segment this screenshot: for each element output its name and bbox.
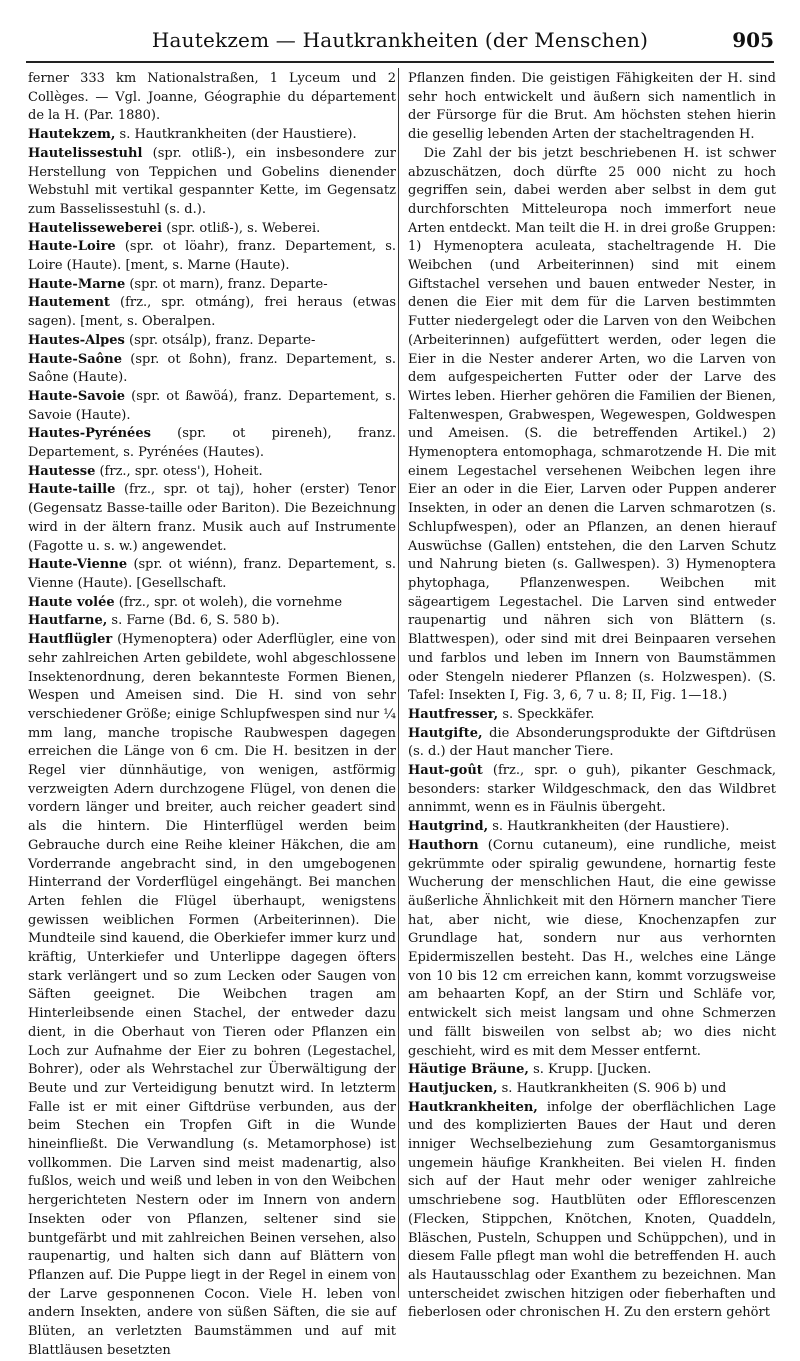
entry-headword: Hautelissestuhl	[28, 145, 143, 161]
entry-headword: Haute-Vienne	[28, 557, 128, 573]
entry-text: (spr. ot ßohn), franz. Departement, s. Saône (Haute).	[28, 351, 396, 386]
dictionary-entry	[408, 145, 776, 706]
dictionary-entry	[28, 631, 396, 1360]
entry-headword: Hauthorn	[408, 837, 479, 853]
entry-text: s. Farne (Bd. 6, S. 580 b).	[107, 613, 280, 629]
entry-headword: Hautfarne,	[28, 613, 108, 629]
entry-text: (frz., spr. ot woleh), die vornehme	[114, 594, 343, 610]
dictionary-entry	[408, 1099, 776, 1323]
right-column	[408, 70, 776, 1323]
entry-text: s. Hautkrankheiten (S. 906 b) und	[497, 1080, 727, 1096]
entry-headword: Haute-Saône	[28, 351, 123, 367]
dictionary-entry	[408, 818, 776, 837]
entry-text: (frz., spr. otess'), Hoheit.	[95, 463, 263, 479]
entry-text: (Cornu cutaneum), eine rundliche, meist gekrümmte oder spiralig gewundene, hornartig feste Wucherung der menschlichen Haut, die eine gewisse äußerliche Ähnlichkeit mit den Hörnern mancher Tiere hat, aber nicht, wie diese, Knochenzapfen zur Grundlage hat, sondern nur aus verhornten Epidermiszellen besteht. Das H., welches eine Länge von 10 bis 12 cm erreichen kann, kommt vorzugsweise am behaarten Kopf, an der Stirn und Schläfe vor, entwickelt sich meist langsam und ohne Schmerzen und fällt bisweilen von selbst ab; wo dies nicht geschieht, wird es mit dem Messer entfernt.	[408, 837, 776, 1059]
dictionary-entry	[28, 594, 396, 613]
entry-text: (frz., spr. otmáng), frei heraus (etwas sagen). [ment, s. Oberalpen.	[28, 295, 396, 330]
entry-text: s. Krupp. [Jucken.	[528, 1062, 652, 1078]
page-header	[26, 28, 774, 58]
entry-headword: Hautgifte,	[408, 725, 483, 741]
entry-headword: Haute-taille	[28, 482, 116, 498]
header-rule	[26, 61, 774, 63]
entry-text: s. Speckkäfer.	[498, 706, 595, 722]
dictionary-entry	[28, 145, 396, 220]
entry-text: (spr. ot marn), franz. Departe-	[125, 276, 328, 292]
dictionary-entry	[408, 1061, 776, 1080]
entry-headword: Hautelisseweberei	[28, 220, 163, 236]
dictionary-entry	[28, 220, 396, 239]
dictionary-entry	[408, 706, 776, 725]
entry-headword: Haute-Savoie	[28, 388, 126, 404]
entry-headword: Hautkrankheiten,	[408, 1099, 538, 1115]
dictionary-entry	[28, 556, 396, 593]
dictionary-entry	[28, 481, 396, 556]
left-column	[28, 70, 396, 1361]
entry-text: (spr. ot wiénn), franz. Departement, s. Vienne (Haute). [Gesellschaft.	[28, 557, 396, 591]
entry-text: (Hymenoptera) oder Aderflügler, eine von sehr zahlreichen Arten gebildete, wohl abgeschlossene Insektenordnung, deren bekannteste Formen Bienen, Wespen und Ameisen sind. Die H. sind von sehr verschiedener Größe; einige Schlupfwespen sind nur ¼ mm lang, manche tropische Raubwespen dagegen erreichen die Länge von 6 cm. Die H. besitzen in der Regel vier dünnhäutige, von wenigen, astförmig verzweigten Adern durchzogene Flügel, von denen die vordern länger und breiter, auch reicher geadert sind als die hintern. Die Hinterflügel werden beim Gebrauche durch eine Reihe kleiner Häkchen, die am Vorderrande angebracht sind, in den umgebogenen Hinterrand der Vorderflügel eingehängt. Bei manchen Arten fehlen die Flügel überhaupt, wenigstens gewissen weiblichen Formen (Arbeiterinnen). Die Mundteile sind kauend, die Oberkiefer immer kurz und kräftig, Unterkiefer und Unterlippe dagegen öfters stark verlängert und so zum Lecken oder Saugen von Säften geeignet. Die Weibchen tragen am Hinterleibsende einen Stachel, der entweder dazu dient, in die Oberhaut von Tieren oder Pflanzen ein Loch zur Aufnahme der Eier zu bohren (Legestachel, Bohrer), oder als Wehrstachel zur Überwältigung der Beute und zur Verteidigung benutzt wird. In letzterm Falle ist er mit einer Giftdrüse verbunden, aus der beim Stechen ein Tropfen Gift in die Wunde hineinfließt. Die Verwandlung (s. Metamorphose) ist vollkommen. Die Larven sind meist madenartig, also fußlos, weich und weiß und leben in von den Weibchen hergerichteten Nestern oder im Innern von andern Insekten oder von Pflanzen, seltener sind sie buntgefärbt und mit zahlreichen Beinen versehen, also raupenartig, und halten sich dann auf Blättern von Pflanzen auf. Die Puppe liegt in der Regel in einem von der Larve gesponnenen Cocon. Viele H. leben von andern Insekten, andere von süßen Säften, die sie auf Blüten, an verletzten Baumstämmen und auf mit Blattläusen besetzten	[28, 632, 396, 1358]
entry-headword: Hautement	[28, 295, 110, 311]
entry-text: Pflanzen finden. Die geistigen Fähigkeiten der H. sind sehr hoch entwickelt und äußern sich namentlich in der Fürsorge für die Brut. Am höchsten stehen hierin die gesellig lebenden Arten der stacheltragenden H.	[408, 71, 776, 143]
entry-headword: Hautes-Pyrénées	[28, 426, 151, 442]
entry-text: ferner 333 km Nationalstraßen, 1 Lyceum und 2 Collèges. — Vgl. Joanne, Géographie du département de la H. (Par. 1880).	[28, 71, 396, 124]
entry-text: (spr. otsálp), franz. Departe-	[124, 332, 316, 348]
dictionary-entry	[28, 351, 396, 388]
dictionary-entry	[408, 70, 776, 145]
entry-headword: Hautjucken,	[408, 1080, 498, 1096]
dictionary-entry	[408, 725, 776, 762]
column-divider	[398, 68, 399, 1298]
running-head: Hautekzem — Hautkrankheiten (der Menschen)	[151, 28, 649, 52]
entry-headword: Hautesse	[28, 463, 96, 479]
entry-text: (frz., spr. ot taj), hoher (erster) Tenor (Gegensatz Basse-taille oder Bariton). Die Bezeichnung wird in der ältern franz. Musik auch auf Instrumente (Fagotte u. s. w.) angewendet.	[28, 482, 396, 554]
dictionary-entry	[28, 463, 396, 482]
entry-headword: Hautekzem,	[28, 127, 116, 143]
entry-text: s. Hautkrankheiten (der Haustiere).	[115, 127, 357, 143]
dictionary-entry	[28, 388, 396, 425]
dictionary-entry	[28, 70, 396, 126]
entry-text: (spr. ot ßawöá), franz. Departement, s. Savoie (Haute).	[28, 388, 396, 423]
dictionary-entry	[28, 294, 396, 331]
entry-headword: Haute-Marne	[28, 276, 126, 292]
entry-text: s. Hautkrankheiten (der Haustiere).	[488, 819, 730, 835]
dictionary-entry	[28, 612, 396, 631]
entry-text: (spr. otliß-), s. Weberei.	[162, 220, 321, 236]
dictionary-entry	[28, 332, 396, 351]
entry-text: Die Zahl der bis jetzt beschriebenen H. ist schwer abzuschätzen, doch dürfte 25 000 nicht zu hoch gegriffen sein, dabei werden aber selbst in dem gut durchforschten Mitteleuropa noch immerfort neue Arten entdeckt. Man teilt die H. in drei große Gruppen: 1) Hymenoptera aculeata, stacheltragende H. Die Weibchen (und Arbeiterinnen) sind mit einem Giftstachel versehen und bauen entweder Nester, in denen die Eier mit dem für die Larven bestimmten Futter niedergelegt oder die Larven von den Weibchen (Arbeiterinnen) aufgefüttert werden, oder legen die Eier in die Nester anderer Arten, wo die Larven von dem aufgespeicherten Futter oder der Larve des Wirtes leben. Hierher gehören die Familien der Bienen, Faltenwespen, Grabwespen, Wegewespen, Goldwespen und Ameisen. (S. die betreffenden Artikel.) 2) Hymenoptera entomophaga, schmarotzende H. Die mit einem Legestachel versehenen Weibchen legen ihre Eier an oder in die Eier, Larven oder Puppen anderer Insekten, in oder an denen die Larven schmarotzen (s. Schlupfwespen), oder an Pflanzen, an denen hierauf Auswüchse (Gallen) entstehen, die den Larven Schutz und Nahrung bieten (s. Gallwespen). 3) Hymenoptera phytophaga, Pflanzenwespen. Weibchen mit sägeartigem Legestachel. Die Larven sind entweder raupenartig und nähren sich von Blättern (s. Blattwespen), oder sind mit drei Beinpaaren versehen und farblos und leben im Innern von Baumstämmen oder Stengeln niederer Pflanzen (s. Holzwespen). (S. Tafel: Insekten I, Fig. 3, 6, 7 u. 8; II, Fig. 1—18.)	[408, 145, 776, 704]
dictionary-entry	[28, 276, 396, 295]
entry-text: (spr. ot löahr), franz. Departement, s. Loire (Haute). [ment, s. Marne (Haute).	[28, 239, 396, 274]
entry-text: (spr. otliß-), ein insbesondere zur Herstellung von Teppichen und Gobelins dienender Webstuhl mit vertikal gespannter Kette, im Gegensatz zum Basselissestuhl (s. d.).	[28, 145, 396, 217]
entry-headword: Hautgrind,	[408, 819, 489, 835]
entry-text: die Absonderungsprodukte der Giftdrüsen (s. d.) der Haut mancher Tiere.	[408, 725, 776, 760]
entry-headword: Haute volée	[28, 594, 115, 610]
dictionary-entry	[408, 837, 776, 1061]
entry-text: infolge der oberflächlichen Lage und des komplizierten Baues der Haut und deren inniger Wechselbeziehung zum Gesamtorganismus ungemein häufige Krankheiten. Bei vielen H. finden sich auf der Haut mehr oder weniger zahlreiche umschriebene sog. Hautblüten oder Efflorescenzen (Flecken, Stippchen, Knötchen, Knoten, Quaddeln, Bläschen, Pusteln, Schuppen und Schüppchen), und in diesem Falle pflegt man wohl die betreffenden H. auch als Hautausschlag oder Exanthem zu bezeichnen. Man unterscheidet zwischen hitzigen oder fieberhaften und fieberlosen oder chronischen H. Zu den erstern gehört	[408, 1099, 776, 1321]
dictionary-entry	[28, 238, 396, 275]
entry-headword: Hautfresser,	[408, 706, 499, 722]
entry-headword: Hautflügler	[28, 632, 113, 648]
entry-headword: Haute-Loire	[28, 239, 116, 255]
dictionary-entry	[408, 762, 776, 818]
dictionary-entry	[408, 1080, 776, 1099]
dictionary-entry	[28, 425, 396, 462]
page-number: 905	[732, 28, 774, 52]
entry-text: (frz., spr. o guh), pikanter Geschmack, besonders: starker Wildgeschmack, den das Wildbret annimmt, wenn es in Fäulnis übergeht.	[408, 763, 776, 816]
entry-headword: Häutige Bräune,	[408, 1062, 529, 1078]
entry-headword: Haut-goût	[408, 763, 483, 779]
entry-headword: Hautes-Alpes	[28, 332, 125, 348]
dictionary-entry	[28, 126, 396, 145]
entry-text: (spr. ot pireneh), franz. Departement, s. Pyrénées (Hautes).	[28, 426, 396, 461]
